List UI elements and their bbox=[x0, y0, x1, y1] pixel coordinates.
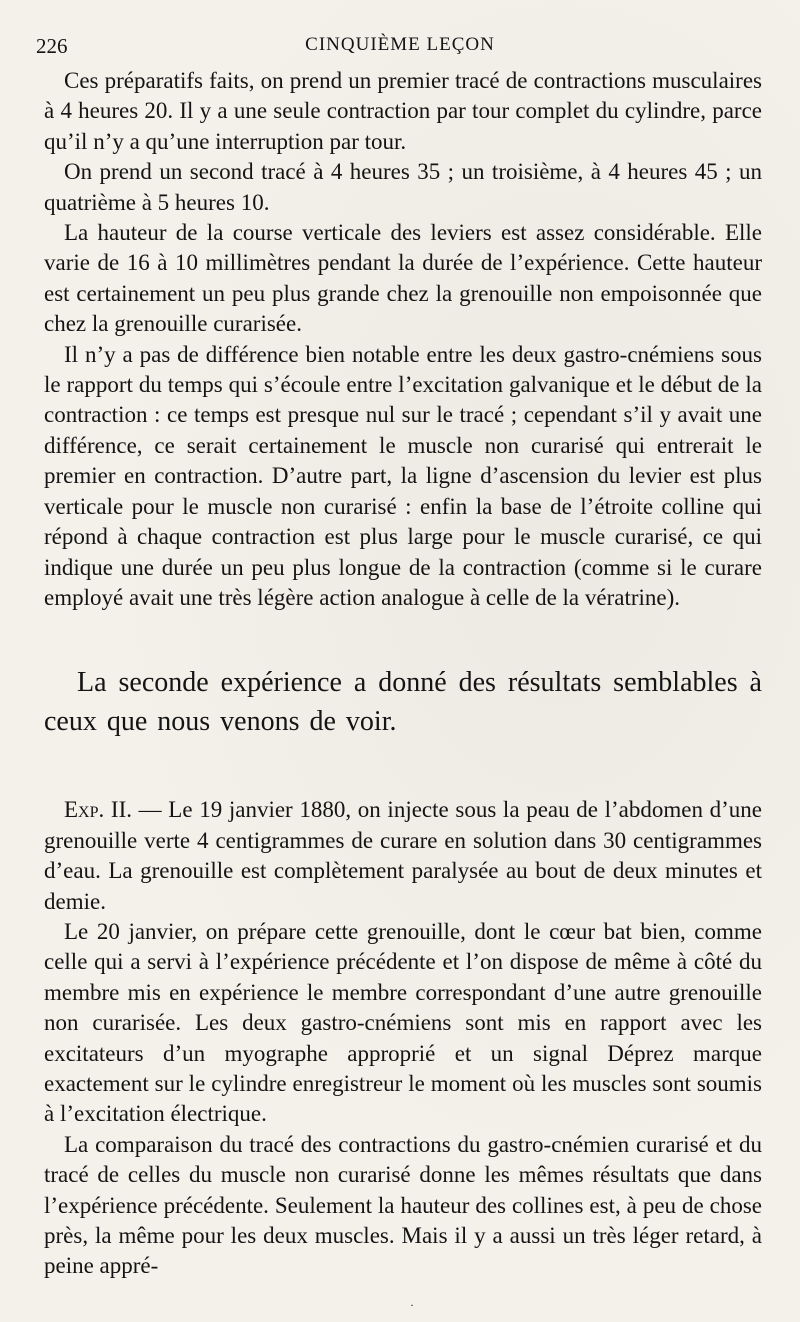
running-title: CINQUIÈME LEÇON bbox=[305, 34, 495, 55]
paragraph-second-tracing: On prend un second tracé à 4 heures 35 ; un troisième, à 4 heures 45 ; un quatrième à 5 heures 10. bbox=[44, 159, 762, 215]
page-header bbox=[36, 30, 764, 64]
exp-label: Exp. II. — bbox=[64, 797, 162, 823]
page-number: 226 bbox=[36, 34, 68, 58]
body-text bbox=[44, 66, 762, 1282]
paragraph-preparations: Ces préparatifs faits, on prend un premier tracé de contractions musculaires à 4 heures 20. Il y a une seule contraction par tour complet du cylindre, parce qu’il n’y a qu’une interruption par tour. bbox=[44, 68, 762, 154]
paragraph-second-experience: La seconde expérience a donné des résultats semblables à ceux que nous venons de voir. bbox=[44, 667, 762, 738]
exp-ii-text: Le 19 janvier 1880, on injecte sous la peau de l’abdomen d’une grenouille verte 4 centigrammes de curare en solution dans 30 centigrammes d’eau. La grenouille est complètement paralysée au bout de deux minutes et demie. bbox=[44, 797, 763, 914]
paragraph-comparison-results: La comparaison du tracé des contractions du gastro-cnémien curarisé et du tracé de celles du muscle non curarisé donne les mêmes résultats que dans l’expérience précédente. Seulement la hauteur des collines est, à peu de chose près, la même pour les deux muscles. Mais il y a aussi un très léger retard, à peine appré- bbox=[44, 1131, 762, 1279]
paragraph-gastrocnemius-comparison: Il n’y a pas de différence bien notable entre les deux gastro-cnémiens sous le rapport du temps qui s’écoule entre l’excitation galvanique et le début de la contraction : ce temps est presque nul sur le tracé ; cependant s’il y avait une différence, ce serait certainement le muscle non curarisé qui entrerait le premier en contraction. D’autre part, la ligne d’ascension du levier est plus verticale pour le muscle non curarisé : enfin la base de l’étroite colline qui répond à chaque contraction est plus large pour le muscle curarisé, ce qui indique une durée un peu plus longue de la contraction (comme si le curare employé avait une très légère action analogue à celle de la vératrine). bbox=[44, 341, 762, 610]
footer-mark: · bbox=[410, 1298, 414, 1312]
paragraph-january-20: Le 20 janvier, on prépare cette grenouille, dont le cœur bat bien, comme celle qui a servi à l’expérience précédente et l’on dispose de même à côté du membre mis en expérience le membre correspondant d’une autre grenouille non curarisée. Les deux gastro-cnémiens sont mis en rapport avec les excitateurs d’un myographe approprié et un signal Déprez marque exactement sur le cylindre enregistreur le moment où les muscles sont soumis à l’excitation électrique. bbox=[44, 918, 762, 1127]
paragraph-exp-ii bbox=[44, 795, 762, 917]
paragraph-lever-height: La hauteur de la course verticale des leviers est assez considérable. Elle varie de 16 à 10 millimètres pendant la durée de l’expérience. Cette hauteur est certainement un peu plus grande chez la grenouille non empoisonnée que chez la grenouille curarisée. bbox=[44, 220, 762, 337]
